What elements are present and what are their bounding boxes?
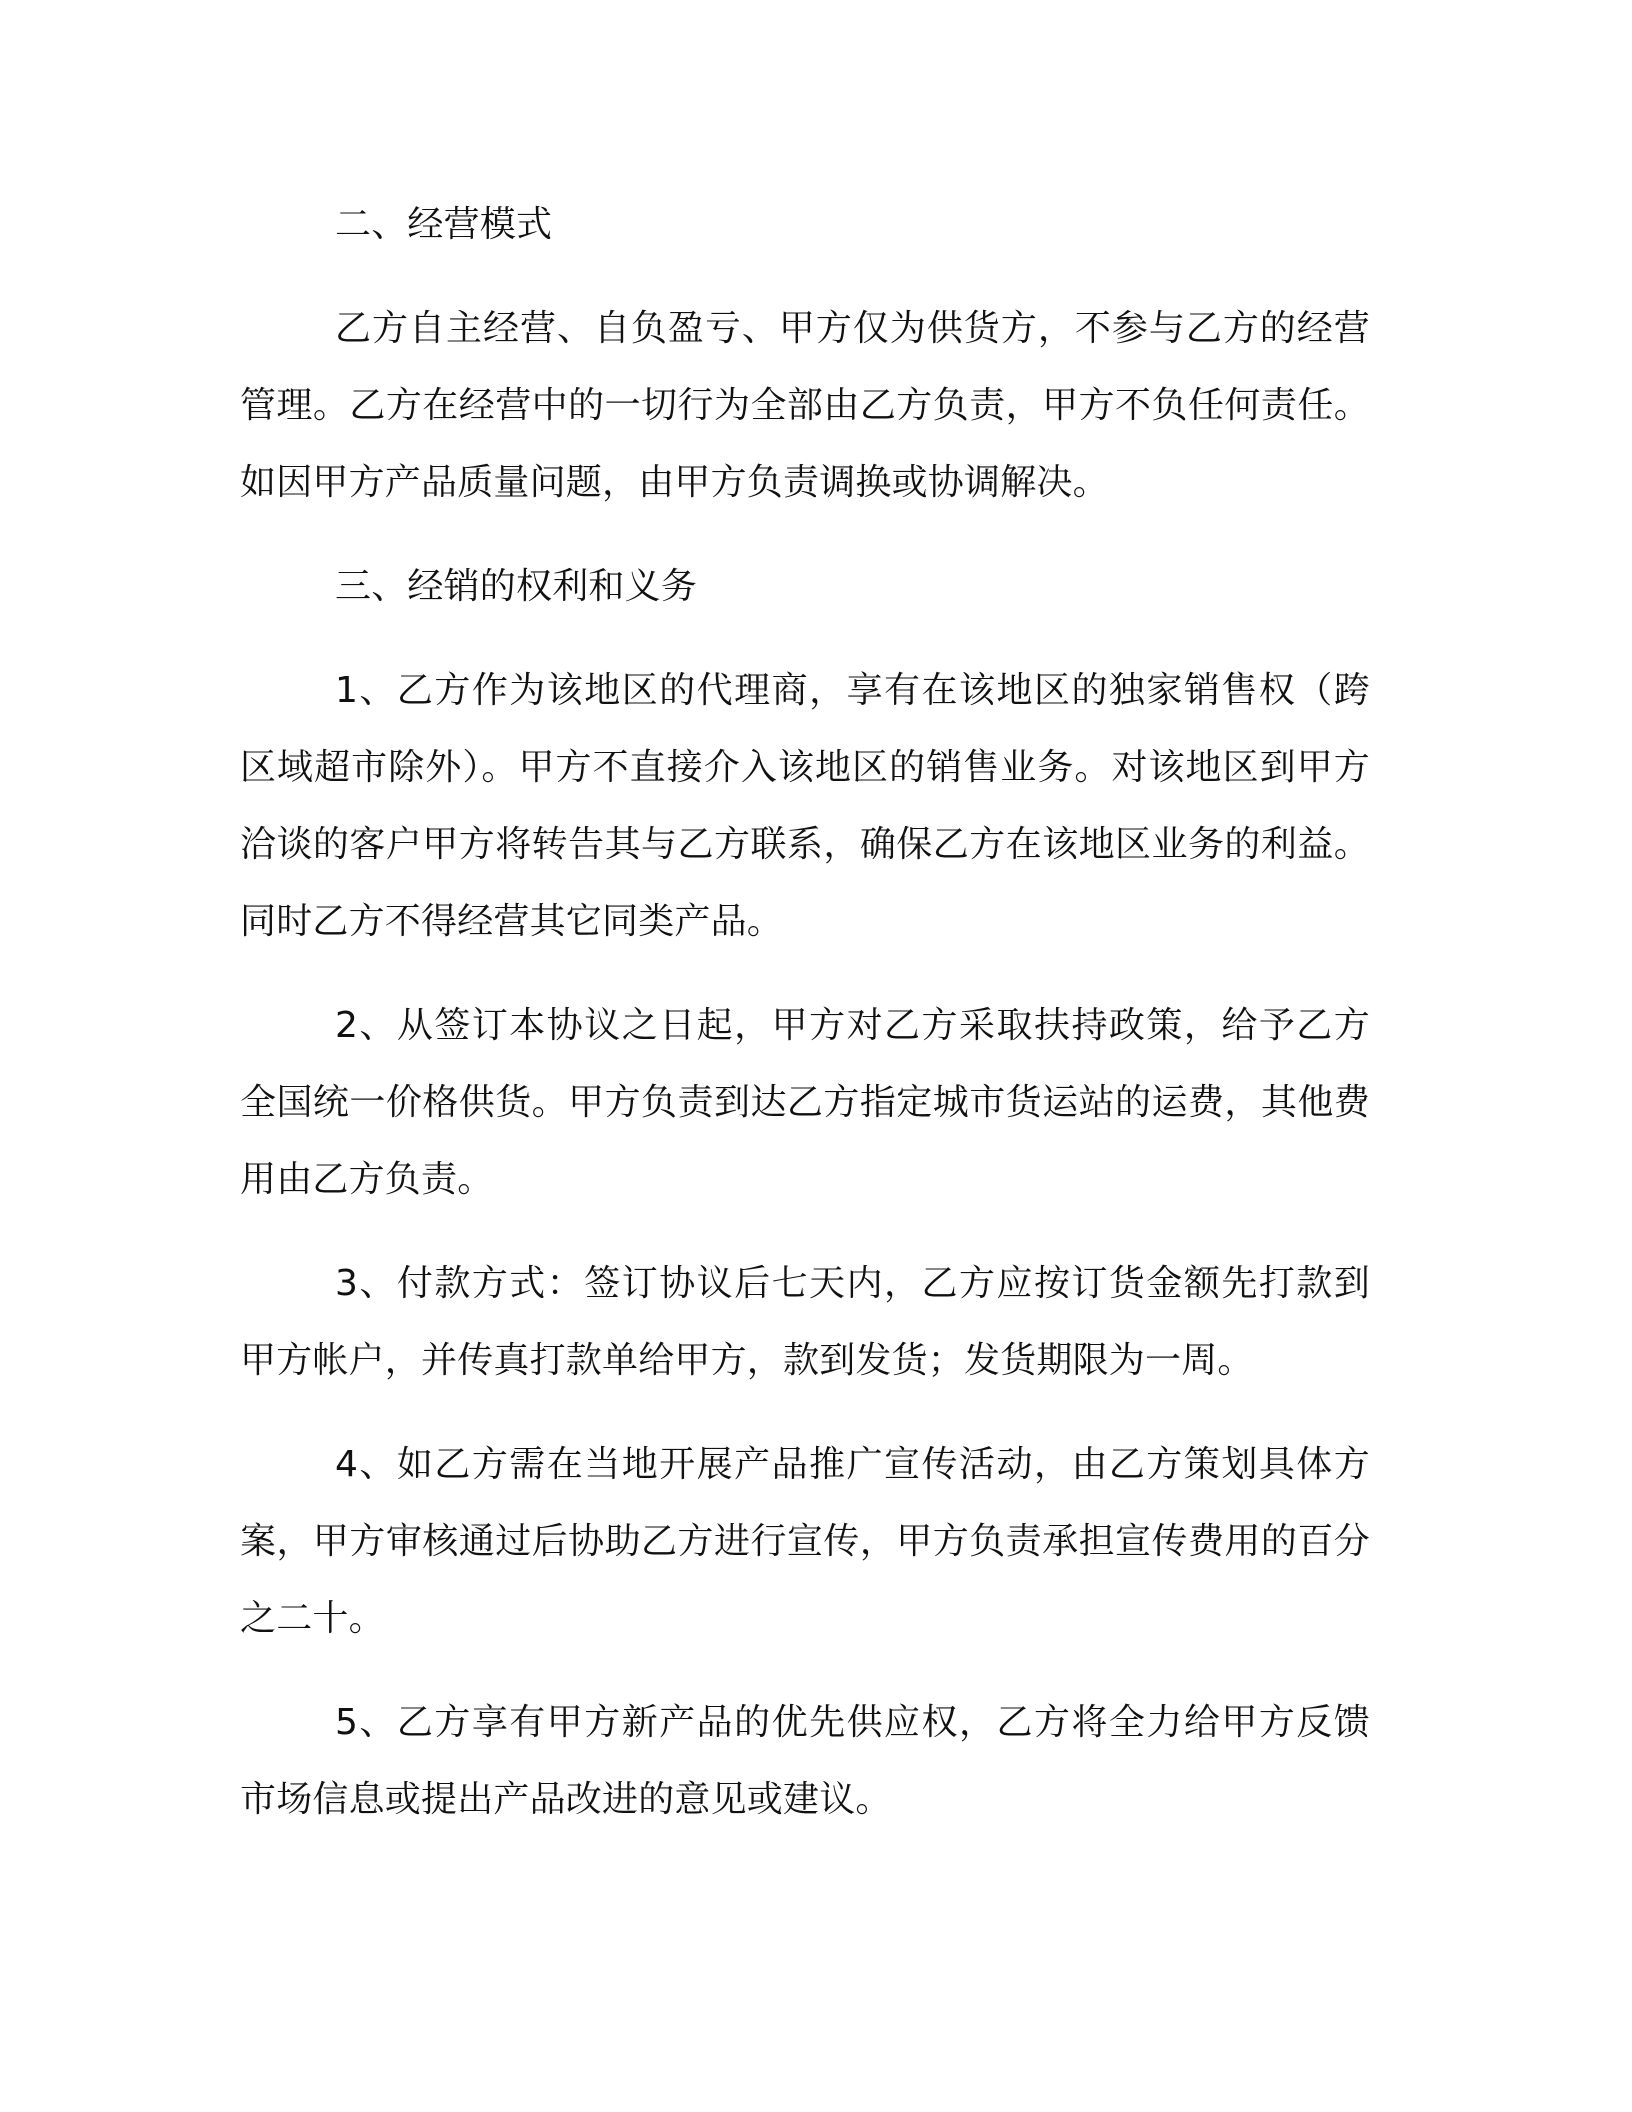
list-item-support-policy: 2、从签订本协议之日起，甲方对乙方采取扶持政策，给予乙方全国统一价格供货。甲方负责到达乙方指定城市货运站的运费，其他费用由乙方负责。: [240, 1005, 1370, 1200]
list-item-new-products: 5、乙方享有甲方新产品的优先供应权，乙方将全力给甲方反馈市场信息或提出产品改进的意见或建议。: [240, 1702, 1370, 1820]
list-item-promotion: 4、如乙方需在当地开展产品推广宣传活动，由乙方策划具体方案，甲方审核通过后协助乙方进行宣传，甲方负责承担宣传费用的百分之二十。: [240, 1444, 1370, 1639]
section-heading-business-model: 二、经营模式: [335, 204, 553, 245]
paragraph-business-model: 乙方自主经营、自负盈亏、甲方仅为供货方，不参与乙方的经营管理。乙方在经营中的一切行为全部由乙方负责，甲方不负任何责任。如因甲方产品质量问题，由甲方负责调换或协调解决。: [240, 308, 1370, 503]
document-body: [240, 186, 1370, 1865]
list-item-exclusive-sales: 1、乙方作为该地区的代理商，享有在该地区的独家销售权（跨区域超市除外）。甲方不直接介入该地区的销售业务。对该地区到甲方洽谈的客户甲方将转告其与乙方联系，确保乙方在该地区业务的利益。同时乙方不得经营其它同类产品。: [240, 670, 1370, 942]
section-heading-rights-obligations: 三、经销的权利和义务: [335, 566, 698, 607]
list-item-payment-method: 3、付款方式：签订协议后七天内，乙方应按订货金额先打款到甲方帐户，并传真打款单给甲方，款到发货；发货期限为一周。: [240, 1263, 1370, 1381]
